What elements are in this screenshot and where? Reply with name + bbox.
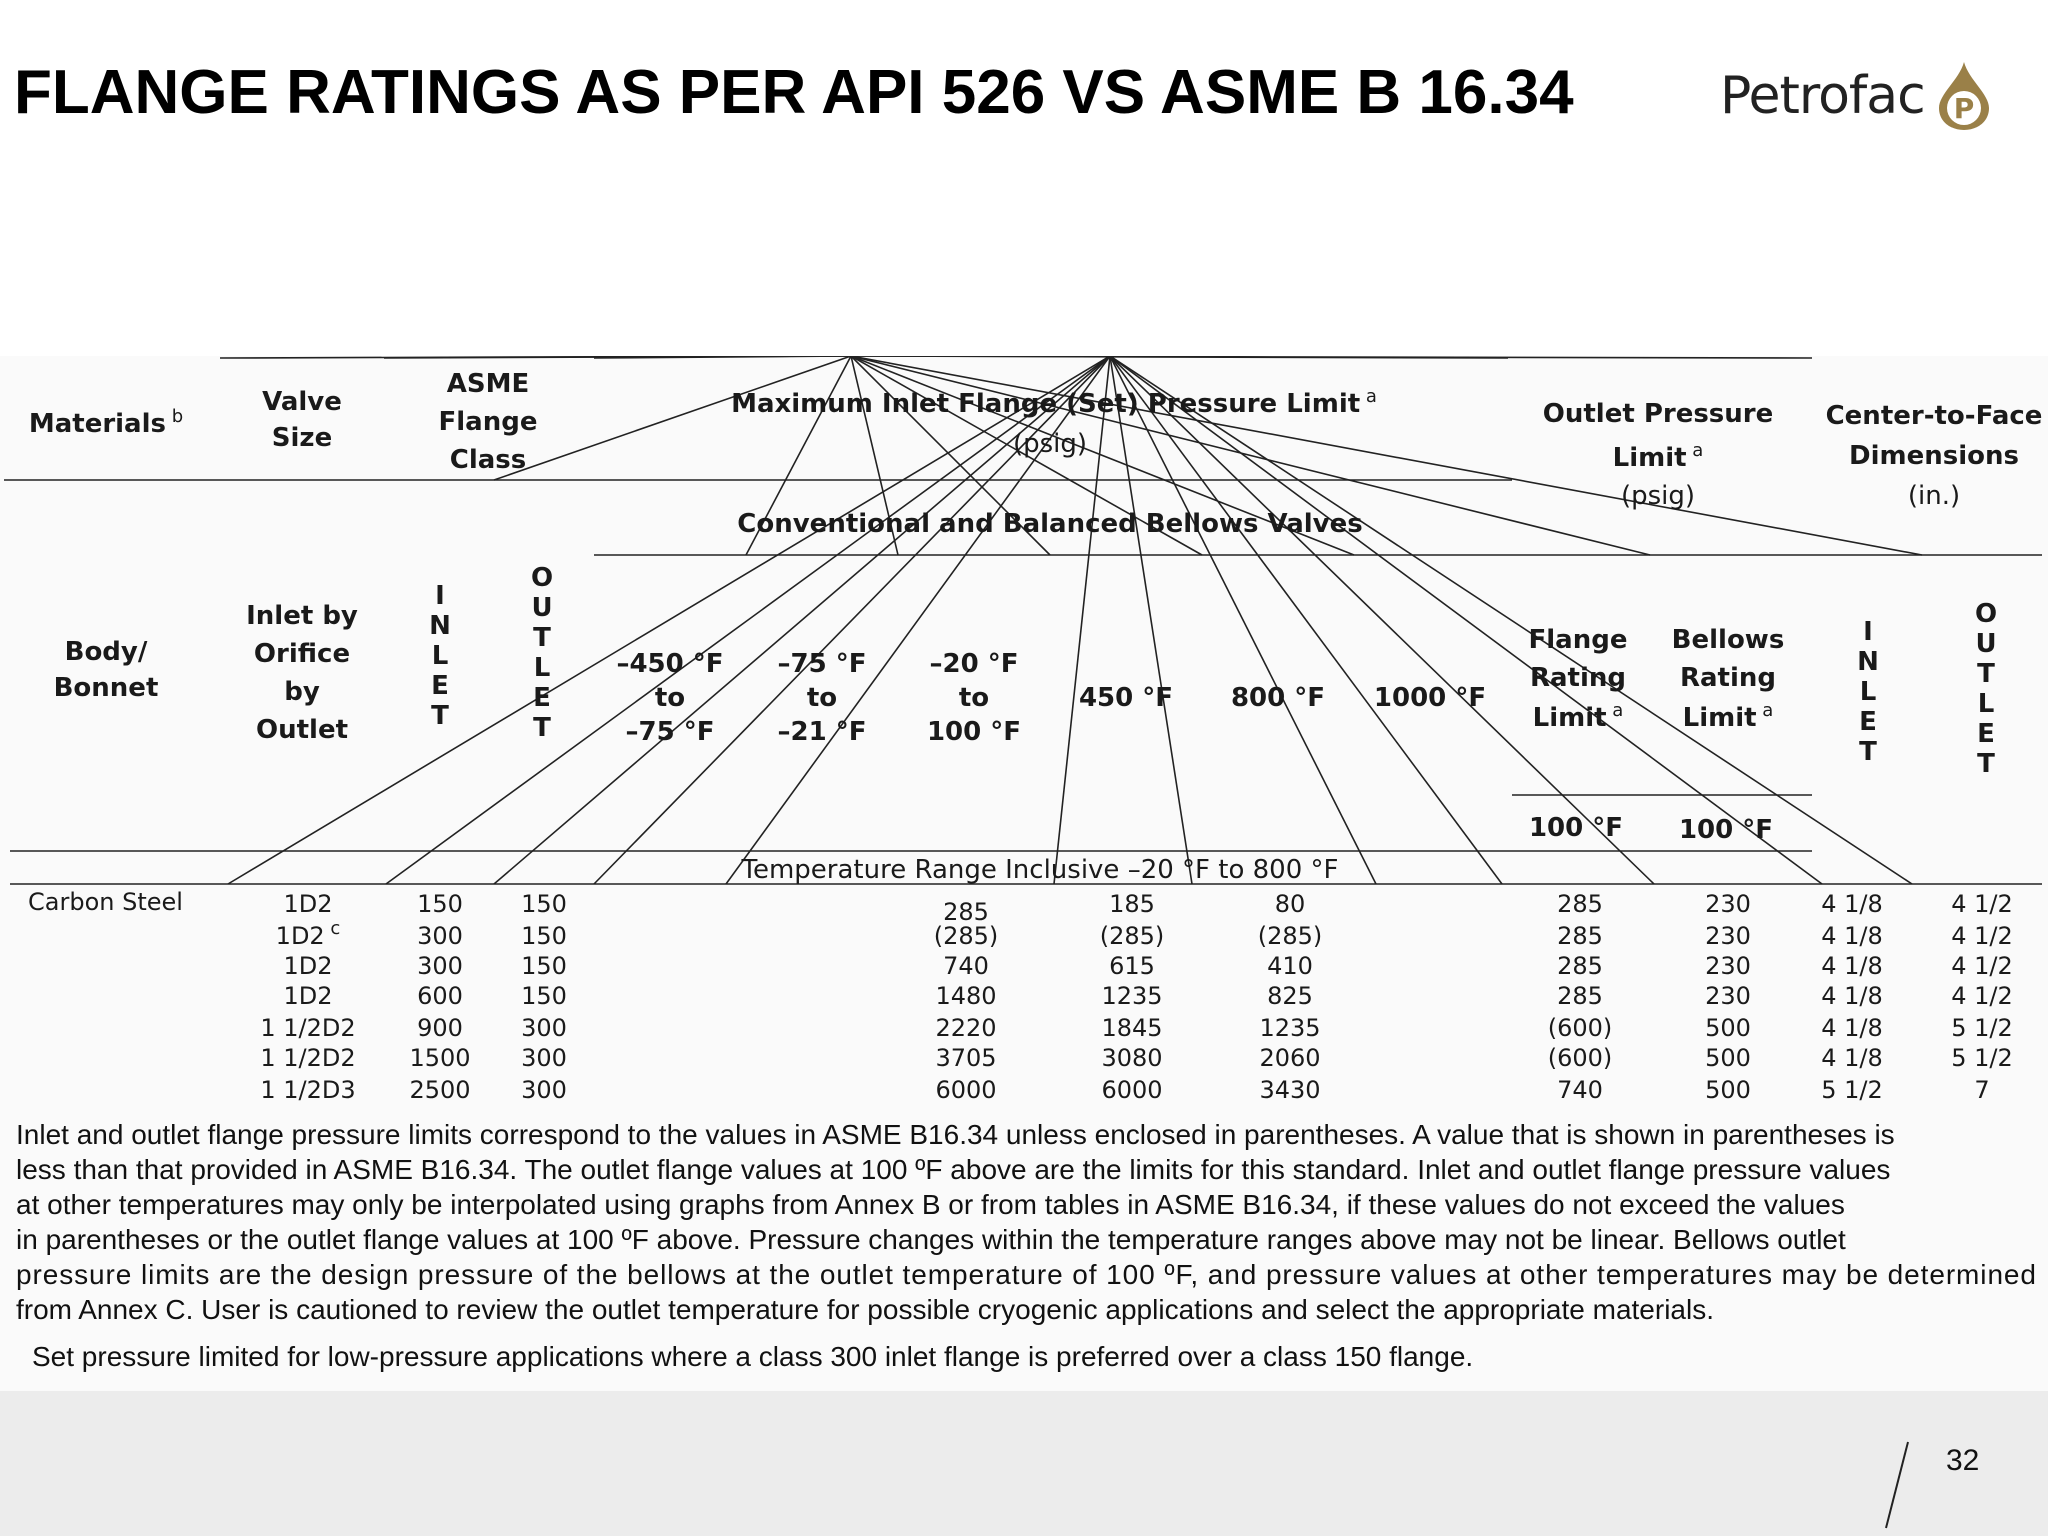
footnote-line: pressure limits are the design pressure of the bellows at the outlet temperature of 100 ºF, and pressure values at other temperatures may be determined (16, 1259, 2036, 1290)
inlet-orifice-header: Outlet (255, 715, 349, 745)
footnote-line: less than that provided in ASME B16.34. The outlet flange values at 100 ºF above are the limits for this standard. Inlet and outlet flange pressure values (16, 1154, 1891, 1185)
pressure-800f-cell: 1235 (1259, 1014, 1321, 1042)
table-rule (1110, 356, 1654, 884)
cf-outlet-cell: 4 1/2 (1951, 890, 2013, 918)
temperature-header: 1000 °F (1373, 683, 1487, 713)
table-rule (1110, 356, 1192, 884)
cf-outlet-cell: 4 1/2 (1951, 952, 2013, 980)
pressure-450f-cell: 6000 (1101, 1076, 1163, 1104)
temperature-header: 800 °F (1230, 683, 1326, 713)
flange-limit-cell: 740 (1557, 1076, 1603, 1104)
outlet-class-cell: 150 (521, 982, 567, 1010)
outlet-class-cell: 300 (521, 1044, 567, 1072)
flange-limit-cell: 285 (1557, 890, 1603, 918)
inlet-class-cell: 300 (417, 922, 463, 950)
outlet-pressure-header: Outlet Pressure (1542, 399, 1774, 429)
pressure-100f-cell: 285 (943, 898, 989, 926)
pressure-450f-cell: 1845 (1101, 1014, 1163, 1042)
cf-inlet-cell: 4 1/8 (1821, 922, 1883, 950)
bellows-limit-cell: 500 (1705, 1076, 1751, 1104)
flange-rating-header: Limit $^a$ (1532, 700, 1624, 733)
outlet-class-cell: 300 (521, 1076, 567, 1104)
inlet-vertical-label: N (429, 611, 451, 641)
pressure-800f-cell: (285) (1257, 922, 1323, 950)
temperature-header: to (806, 683, 838, 713)
outlet-temp-bellows: 100 °F (1678, 815, 1774, 845)
materials-header: Materials $^b$ (28, 406, 184, 439)
flange-rating-header: Rating (1529, 663, 1627, 693)
outlet-vertical-label: E (1977, 719, 1995, 749)
pressure-100f-cell: (285) (933, 922, 999, 950)
footnote-line: from Annex C. User is cautioned to review the outlet temperature for possible cryogenic applications and select the appropriate materials. (16, 1294, 1714, 1325)
psig-label: (psig) (1012, 429, 1088, 459)
page-slash-decoration (1880, 1440, 1940, 1530)
outlet-vertical-label: O (530, 563, 554, 593)
asme-class-header: Flange (438, 407, 538, 437)
pressure-100f-cell: 1480 (935, 982, 997, 1010)
bellows-limit-cell: 500 (1705, 1044, 1751, 1072)
table-rule (228, 356, 1110, 884)
outlet-vertical-label: U (531, 593, 553, 623)
outlet-vertical-label: O (1974, 599, 1998, 629)
outlet-class-cell: 150 (521, 890, 567, 918)
footnote-line: at other temperatures may only be interpolated using graphs from Annex B or from tables in ASME B16.34, if these values do not exceed the values (16, 1189, 1845, 1220)
bellows-limit-cell: 500 (1705, 1014, 1751, 1042)
bellows-rating-header: Limit $^a$ (1682, 700, 1774, 733)
cf-outlet-cell: 4 1/2 (1951, 922, 2013, 950)
inlet-class-cell: 1500 (409, 1044, 471, 1072)
inlet-orifice-header: Inlet by (246, 601, 358, 631)
bellows-limit-cell: 230 (1705, 982, 1751, 1010)
droplet-logo-icon (1935, 60, 1993, 132)
asme-class-header: Class (449, 445, 527, 475)
pressure-100f-cell: 2220 (935, 1014, 997, 1042)
temperature-header: 100 °F (926, 717, 1022, 747)
page-number: 32 (1946, 1444, 1980, 1477)
flange-rating-table (0, 356, 2048, 1391)
outlet-vertical-label: T (1977, 749, 1995, 779)
petrofac-logo (1720, 60, 1993, 132)
valve-size-cell: 1 1/2D2 (260, 1014, 356, 1042)
temperature-header: –21 °F (777, 717, 867, 747)
pressure-100f-cell: 740 (943, 952, 989, 980)
flange-rating-header: Flange (1528, 625, 1628, 655)
cf-outlet-cell: 7 (1974, 1076, 1990, 1104)
cf-outlet-cell: 5 1/2 (1951, 1014, 2013, 1042)
inlet-vertical-label: E (431, 671, 449, 701)
cf-inlet-cell: 4 1/8 (1821, 982, 1883, 1010)
valve-size-cell: 1D2 (283, 890, 333, 918)
outlet-psig-label: (psig) (1620, 481, 1696, 511)
valve-size-cell: 1D2 (283, 952, 333, 980)
valve-size-cell: 1D2 (283, 982, 333, 1010)
table-drawing (0, 356, 2048, 1391)
inlet-class-cell: 2500 (409, 1076, 471, 1104)
pressure-800f-cell: 825 (1267, 982, 1313, 1010)
inlet-vertical-label: E (1859, 707, 1877, 737)
slide-title: FLANGE RATINGS AS PER API 526 VS ASME B 16.34 (14, 58, 1574, 127)
pressure-450f-cell: 3080 (1101, 1044, 1163, 1072)
center-to-face-units: (in.) (1907, 481, 1961, 511)
body-bonnet-header: Bonnet (53, 673, 159, 703)
inlet-vertical-label: L (1859, 677, 1877, 707)
body-bonnet-header: Body/ (64, 637, 148, 667)
outlet-class-cell: 300 (521, 1014, 567, 1042)
inlet-orifice-header: Orifice (253, 639, 351, 669)
outlet-vertical-label: L (1977, 689, 1995, 719)
outlet-limit-header: Limit $^a$ (1612, 440, 1704, 473)
table-rule (1110, 356, 1912, 884)
flange-limit-cell: (600) (1547, 1044, 1613, 1072)
svg-text:P: P (1953, 92, 1974, 125)
max-inlet-header: Maximum Inlet Flange (Set) Pressure Limit $^a$ (731, 386, 1377, 419)
material-cell: Carbon Steel (28, 888, 183, 916)
outlet-vertical-label: U (1975, 629, 1997, 659)
flange-limit-cell: 285 (1557, 922, 1603, 950)
footnote-line: Inlet and outlet flange pressure limits correspond to the values in ASME B16.34 unless enclosed in parentheses. A value that is shown in parentheses is (16, 1119, 1895, 1150)
inlet-class-cell: 900 (417, 1014, 463, 1042)
inlet-orifice-header: by (284, 677, 320, 707)
flange-limit-cell: (600) (1547, 1014, 1613, 1042)
outlet-vertical-label: L (533, 653, 551, 683)
pressure-800f-cell: 410 (1267, 952, 1313, 980)
inlet-vertical-label: T (1859, 737, 1877, 767)
outlet-vertical-label: E (533, 683, 551, 713)
asme-class-header: ASME (446, 369, 530, 399)
outlet-class-cell: 150 (521, 952, 567, 980)
cf-outlet-cell: 4 1/2 (1951, 982, 2013, 1010)
pressure-800f-cell: 3430 (1259, 1076, 1321, 1104)
pressure-450f-cell: (285) (1099, 922, 1165, 950)
cf-outlet-cell: 5 1/2 (1951, 1044, 2013, 1072)
slide-background-lower (0, 1390, 2048, 1536)
bellows-rating-header: Rating (1679, 663, 1777, 693)
cf-inlet-cell: 5 1/2 (1821, 1076, 1883, 1104)
inlet-vertical-label: N (1857, 647, 1879, 677)
table-rule (851, 356, 1812, 358)
temperature-range-label: Temperature Range Inclusive –20 °F to 800 °F (741, 855, 1339, 885)
conventional-header: Conventional and Balanced Bellows Valves (737, 509, 1363, 539)
inlet-class-cell: 150 (417, 890, 463, 918)
pressure-450f-cell: 185 (1109, 890, 1155, 918)
outlet-temp-flange: 100 °F (1528, 813, 1624, 843)
outlet-vertical-label: T (533, 713, 551, 743)
pressure-100f-cell: 6000 (935, 1076, 997, 1104)
bellows-limit-cell: 230 (1705, 890, 1751, 918)
temperature-header: 450 °F (1078, 683, 1174, 713)
pressure-450f-cell: 1235 (1101, 982, 1163, 1010)
temperature-header: –20 °F (929, 649, 1019, 679)
inlet-vertical-label: I (1863, 617, 1873, 647)
pressure-100f-cell: 3705 (935, 1044, 997, 1072)
inlet-class-cell: 600 (417, 982, 463, 1010)
center-to-face-header: Center-to-Face (1825, 401, 2043, 431)
valve-size-cell: 1 1/2D2 (260, 1044, 356, 1072)
outlet-class-cell: 150 (521, 922, 567, 950)
table-rule (1110, 356, 1376, 884)
valve-size-header: Size (271, 423, 333, 453)
outlet-vertical-label: T (1977, 659, 1995, 689)
bellows-limit-cell: 230 (1705, 952, 1751, 980)
bellows-rating-header: Bellows (1671, 625, 1785, 655)
temperature-header: to (958, 683, 990, 713)
outlet-vertical-label: T (533, 623, 551, 653)
note-c: Set pressure limited for low-pressure applications where a class 300 inlet flange is preferred over a class 150 flange. (32, 1341, 1474, 1372)
footnote-line: in parentheses or the outlet flange values at 100 ºF above. Pressure changes within the temperature ranges above may not be linear. Bellows outlet (16, 1224, 1846, 1255)
pressure-800f-cell: 2060 (1259, 1044, 1321, 1072)
temperature-header: –75 °F (625, 717, 715, 747)
flange-limit-cell: 285 (1557, 982, 1603, 1010)
center-to-face-header: Dimensions (1849, 441, 2019, 471)
logo-text: Petrofac (1720, 66, 1925, 126)
flange-limit-cell: 285 (1557, 952, 1603, 980)
temperature-header: to (654, 683, 686, 713)
cf-inlet-cell: 4 1/8 (1821, 890, 1883, 918)
cf-inlet-cell: 4 1/8 (1821, 1044, 1883, 1072)
valve-size-cell: 1D2 $^c$ (275, 918, 341, 950)
table-rule (1110, 356, 1822, 884)
inlet-class-cell: 300 (417, 952, 463, 980)
table-rule (1110, 356, 1502, 884)
inlet-vertical-label: T (431, 701, 449, 731)
temperature-header: –450 °F (616, 649, 724, 679)
pressure-450f-cell: 615 (1109, 952, 1155, 980)
bellows-limit-cell: 230 (1705, 922, 1751, 950)
pressure-800f-cell: 80 (1274, 890, 1306, 918)
temperature-header: –75 °F (777, 649, 867, 679)
inlet-vertical-label: L (431, 641, 449, 671)
valve-size-header: Valve (262, 387, 342, 417)
cf-inlet-cell: 4 1/8 (1821, 1014, 1883, 1042)
valve-size-cell: 1 1/2D3 (260, 1076, 356, 1104)
inlet-vertical-label: I (435, 581, 445, 611)
cf-inlet-cell: 4 1/8 (1821, 952, 1883, 980)
